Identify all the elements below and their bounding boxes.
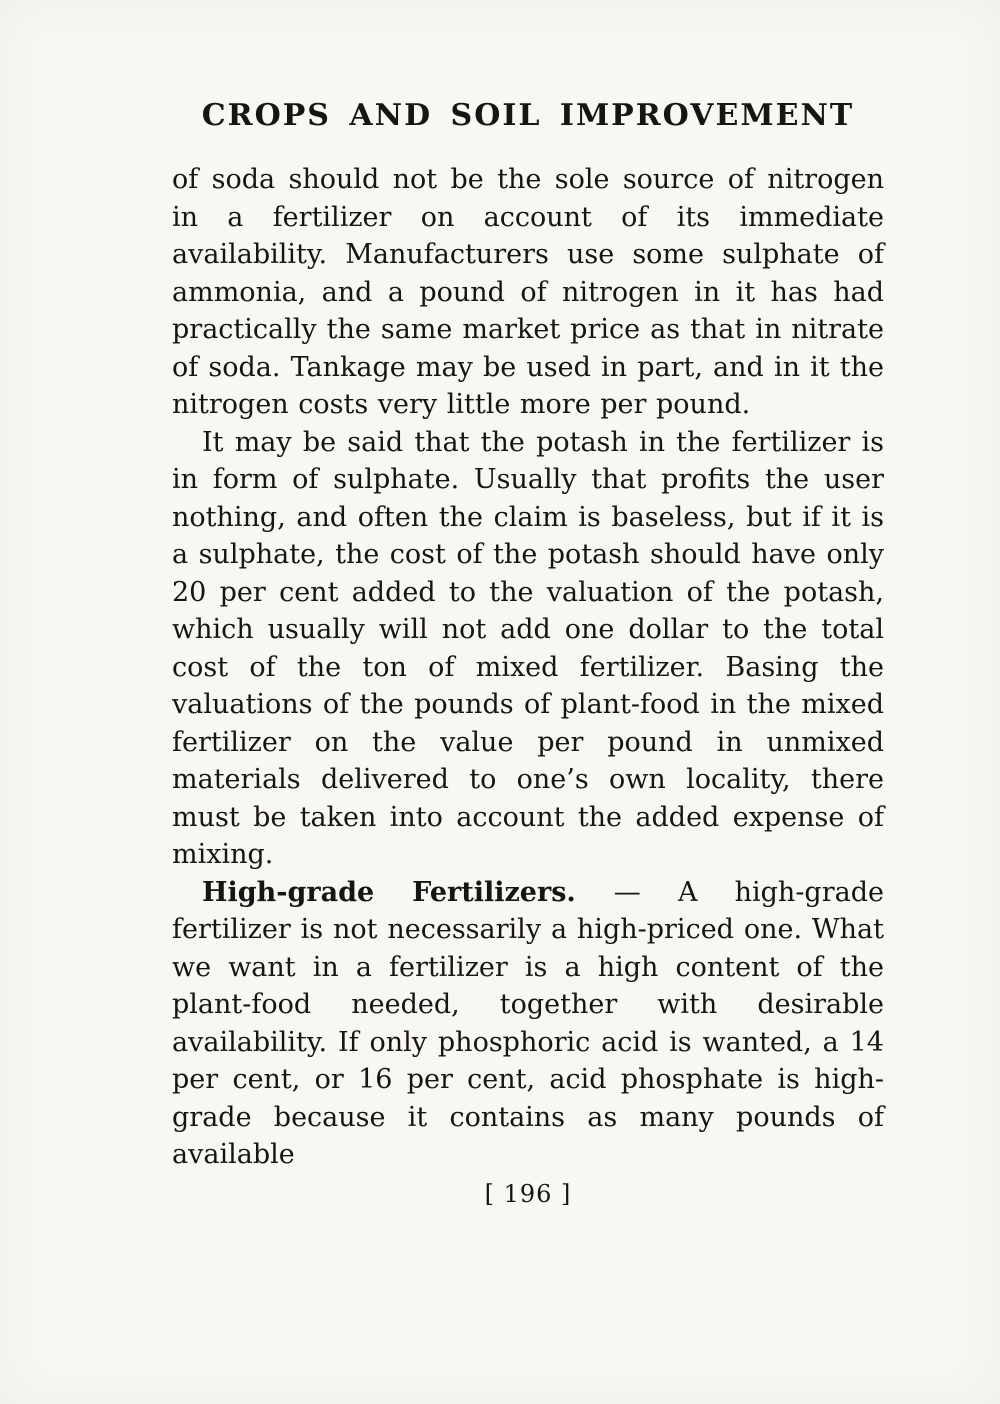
paragraph-dash: — bbox=[613, 876, 678, 908]
body-text bbox=[172, 161, 884, 1174]
paragraph-potash: It may be said that the potash in the fertilizer is in form of sulphate. Usually that profits the user nothing, and often the claim is baseless, but if it is a sulphate, the cost of the potash should have only 20 per cent added to the valuation of the potash, which usually will not add one dollar to the total cost of the ton of mixed fertilizer. Basing the valuations of the pounds of plant-food in the mixed fertilizer on the value per pound in unmixed materials delivered to one’s own locality, there must be taken into account the added expense of mixing. bbox=[172, 426, 884, 870]
page-title: CROPS AND SOIL IMPROVEMENT bbox=[201, 98, 855, 133]
page-content bbox=[172, 98, 884, 1208]
paragraph-lead-heading: High-grade Fertilizers. bbox=[202, 876, 614, 908]
paragraph-high-grade bbox=[172, 874, 884, 1174]
page-number: [ 196 ] bbox=[484, 1179, 572, 1208]
paragraph-continuation: of soda should not be the sole source of nitrogen in a fertilizer on account of its immediate availability. Manufacturers use some sulphate of ammonia, and a pound of nitrogen in it has had practically the same market price as that in nitrate of soda. Tankage may be used in part, and in it the nitrogen costs very little more per pound. bbox=[172, 164, 884, 420]
paragraph-body: A high-grade fertilizer is not necessarily a high-priced one. What we want in a fertilizer is a high content of the plant-food needed, together with desirable availability. If only phosphoric acid is wanted, a 14 per cent, or 16 per cent, acid phosphate is high-grade because it contains as many pounds of available bbox=[172, 876, 884, 1170]
